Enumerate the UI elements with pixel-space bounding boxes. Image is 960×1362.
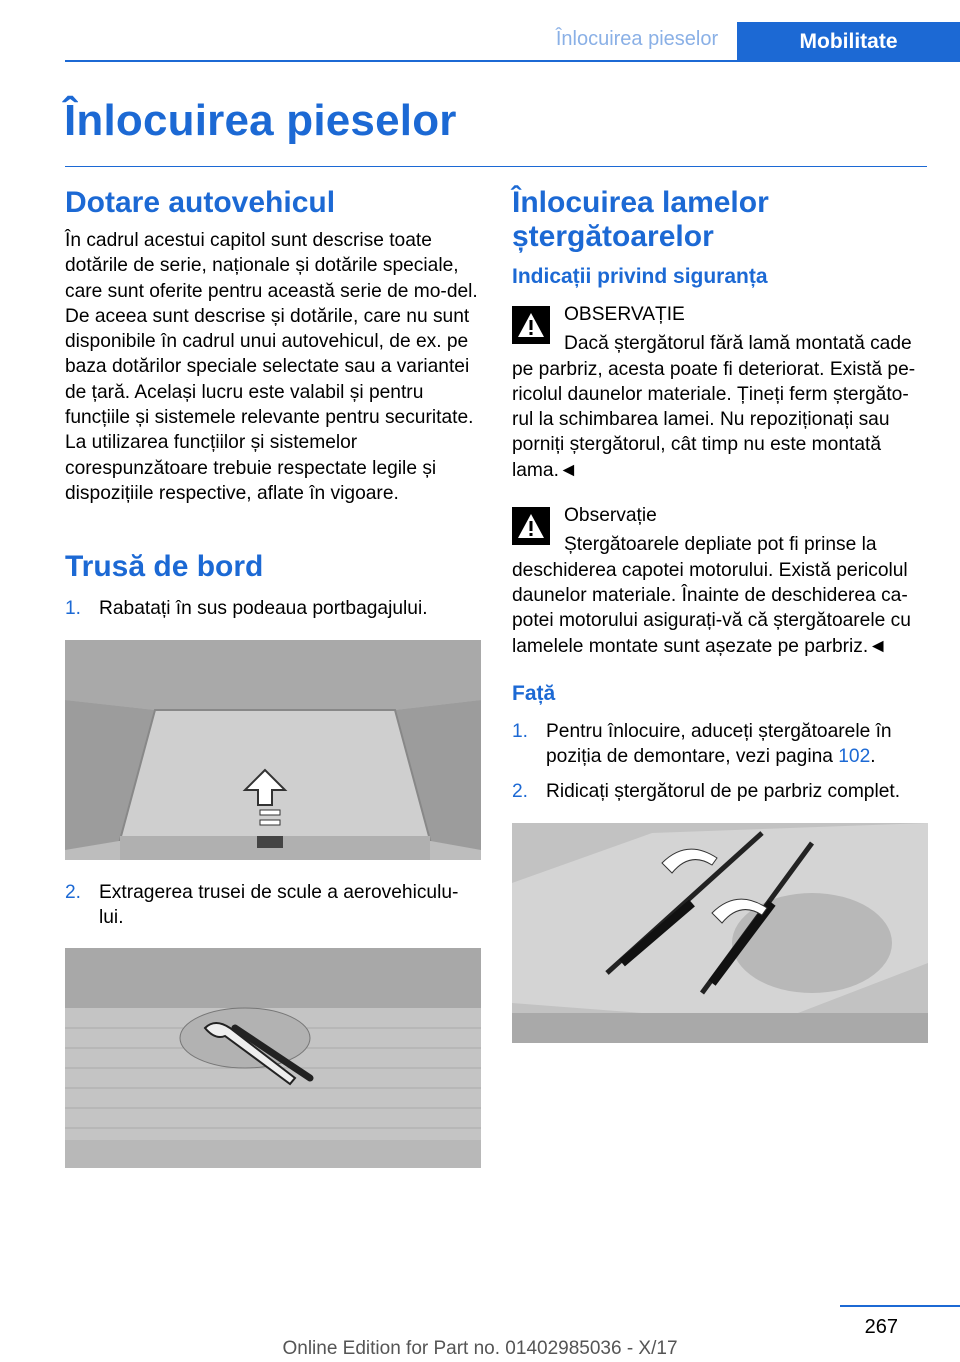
toolkit-steps-continued (65, 880, 481, 931)
page-number: 267 (864, 1316, 898, 1338)
right-column (512, 168, 928, 1063)
wiper-image (512, 823, 928, 1043)
heading-front: Față (512, 681, 556, 705)
step-number: 2. (65, 881, 82, 903)
warning-box (512, 302, 928, 483)
notice-box (512, 503, 928, 659)
step-text-end: . (870, 746, 876, 768)
warning-triangle-icon (512, 507, 550, 545)
step-text: Rabatați în sus podeaua portbagajului. (99, 598, 428, 620)
step-text: Pentru înlocuire, aduceți ștergătoarele în poziția de demontare, vezi pagina (546, 720, 892, 768)
header-chapter-tab[interactable]: Mobilitate (737, 22, 960, 62)
step-number: 2. (512, 781, 529, 803)
left-column (65, 168, 481, 1188)
list-item (65, 880, 481, 931)
step-number: 1. (512, 720, 529, 742)
warning-label: OBSERVAȚIE (564, 304, 685, 325)
edition-note: Online Edition for Part no. 01402985036 - X/17 (282, 1338, 678, 1359)
list-item (512, 719, 928, 770)
warning-text: Dacă ștergătorul fără lamă montată cade pe parbriz, acesta poate fi deteriorat. Există pe-ricolul daunelor materiale. Țineți ferm ștergăto-rul la schimbarea lamei. Nu repoziționați sau porniți ștergătorul, cât timp nu este montată lama.◄ (512, 333, 916, 481)
heading-equipment: Dotare autovehicul (65, 186, 336, 219)
page-title: Înlocuirea pieselor (64, 96, 457, 145)
header-rule (65, 60, 960, 62)
step-number: 1. (65, 598, 82, 620)
list-item (512, 779, 928, 804)
toolkit-image (65, 948, 481, 1168)
paragraph-equipment: În cadrul acestui capitol sunt descrise toate dotările de serie, naționale și dotările speciale, care sunt oferite pentru această serie de mo-del. De aceea sunt descrise și dotările, care nu sunt disponibile în cadrul unui autovehicul, de ex. pe baza dotărilor speciale selectate sau a variantei de țară. Același lucru este valabil și pentru funcțiile și sistemele relevante pentru securitate. La utilizarea funcțiilor și sistemelor corespunzătoare trebuie respectate legile și dispozițiile respective, aflate în vigoare. (65, 230, 478, 504)
title-rule (65, 166, 927, 167)
header-section-title: Înlocuirea pieselor (555, 28, 719, 50)
heading-wiper-blades: Înlocuirea lamelor ștergătoarelor (512, 186, 769, 253)
warning-triangle-icon (512, 306, 550, 344)
notice-text: Ștergătoarele depliate pot fi prinse la deschiderea capotei motorului. Există pericolul daunelor materiale. Înainte de deschiderea ca-potei motorului asigurați-vă că ștergătoarele cu lamelele montate sunt așezate pe parbriz.◄ (512, 534, 911, 657)
step-text: Extragerea trusei de scule a aerovehiculu-lui. (99, 881, 459, 928)
footer-rule (840, 1305, 960, 1307)
heading-safety: Indicații privind siguranța (512, 265, 768, 288)
list-item (65, 596, 481, 621)
heading-toolkit: Trusă de bord (65, 550, 264, 584)
trunk-floor-image (65, 640, 481, 860)
front-steps (512, 719, 928, 805)
notice-label: Observație (564, 505, 657, 527)
toolkit-steps (65, 596, 481, 621)
step-text: Ridicați ștergătorul de pe parbriz complet. (546, 781, 901, 803)
page-link[interactable]: 102 (838, 746, 871, 768)
